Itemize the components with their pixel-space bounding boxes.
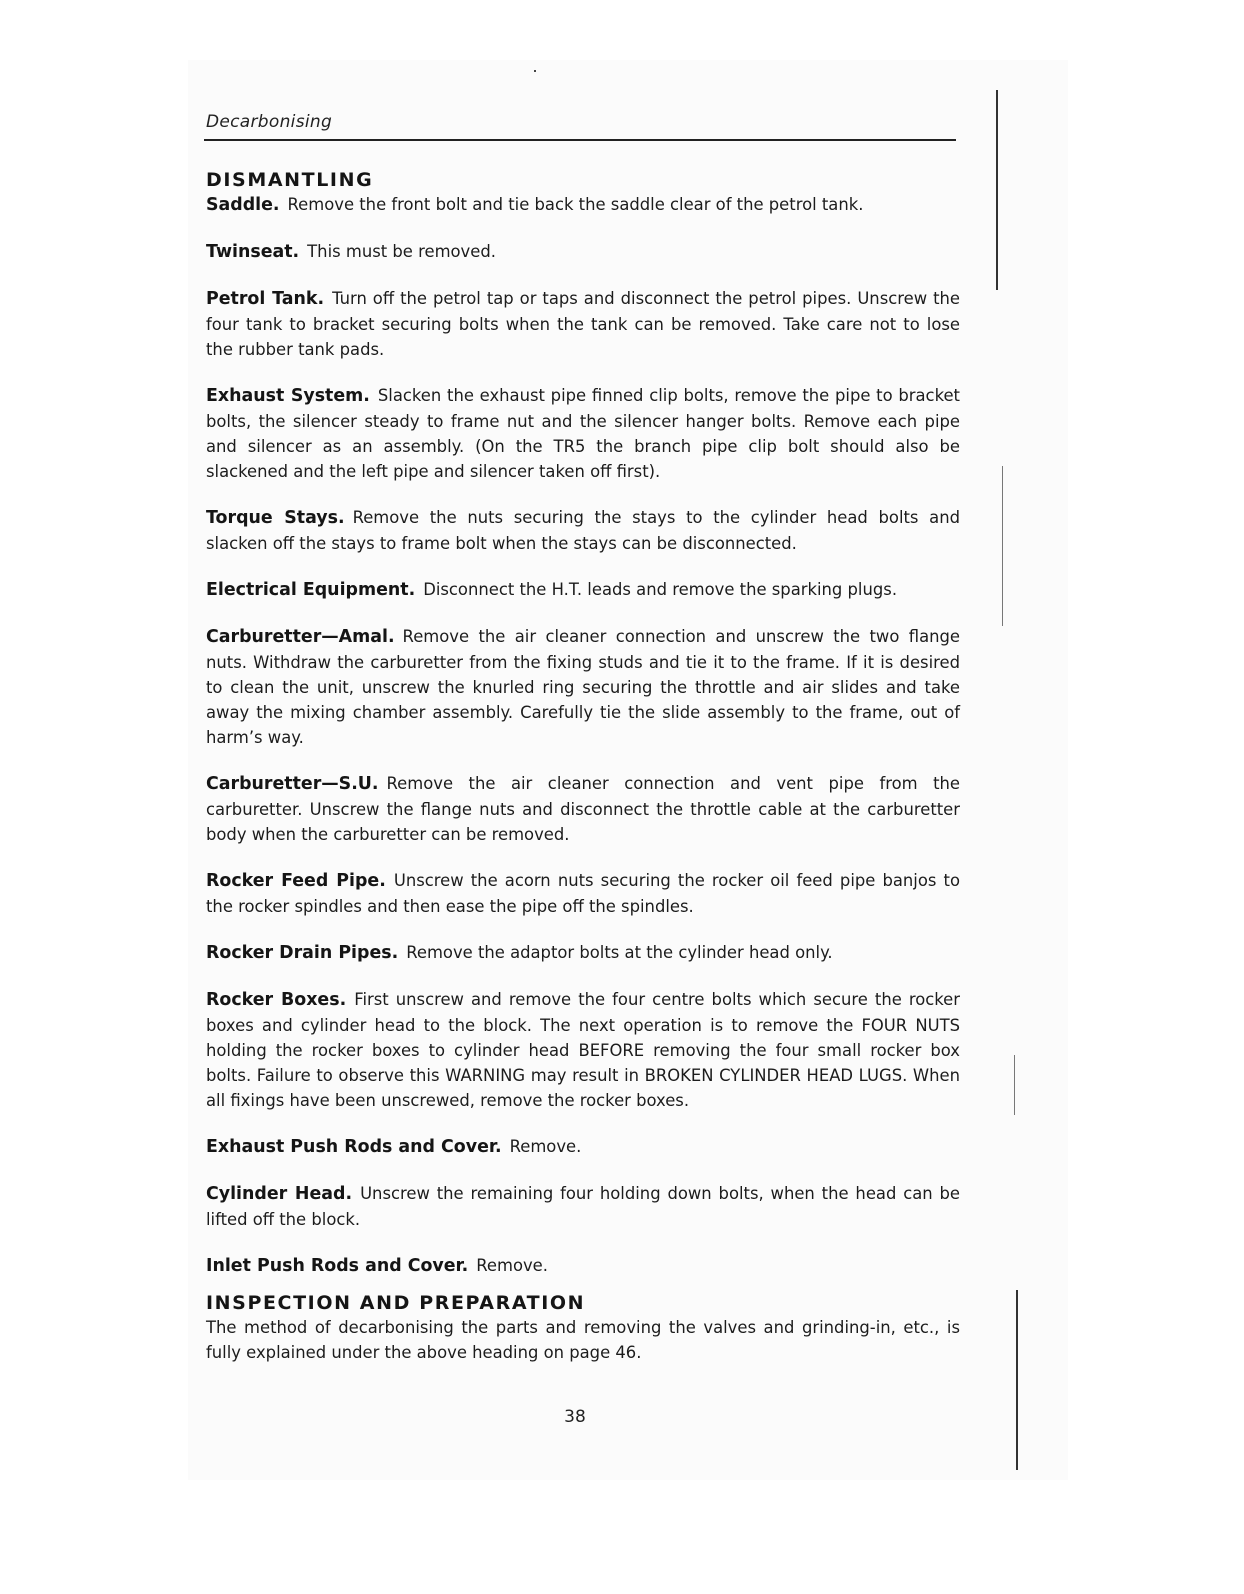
list-item <box>206 1134 960 1160</box>
item-text: Disconnect the H.T. leads and remove the sparking plugs. <box>423 580 898 599</box>
item-term: Electrical Equipment. <box>206 580 416 600</box>
section-heading-inspection: INSPECTION AND PREPARATION <box>206 1292 586 1314</box>
item-term: Torque Stays. <box>206 508 345 528</box>
item-text: Remove. <box>509 1137 582 1156</box>
item-text: Turn off the petrol tap or taps and disconnect the petrol pipes. Unscrew the four tank to bracket securing bolts when the tank can be removed. Take care not to lose the rubber tank pads. <box>206 289 960 359</box>
item-term: Rocker Boxes. <box>206 990 347 1010</box>
scan-speck <box>534 70 536 72</box>
item-text: Remove the air cleaner connection and vent pipe from the carburetter. Unscrew the flange nuts and disconnect the throttle cable at the carburetter body when the carburetter can be removed. <box>206 774 960 844</box>
item-text: Remove the adaptor bolts at the cylinder head only. <box>406 943 833 962</box>
list-item <box>206 1253 960 1279</box>
list-item <box>206 383 960 484</box>
item-term: Rocker Feed Pipe. <box>206 871 386 891</box>
item-term: Cylinder Head. <box>206 1184 353 1204</box>
item-text: Unscrew the remaining four holding down bolts, when the head can be lifted off the block. <box>206 1184 960 1229</box>
item-term: Rocker Drain Pipes. <box>206 943 399 963</box>
margin-change-bar <box>1014 1055 1015 1115</box>
list-item <box>206 192 960 218</box>
page-content <box>206 168 960 1386</box>
list-item <box>206 987 960 1113</box>
item-term: Carburetter—S.U. <box>206 774 379 794</box>
list-item <box>206 771 960 847</box>
item-text: Remove the air cleaner connection and unscrew the two flange nuts. Withdraw the carburetter from the fixing studs and tie it to the frame. If it is desired to clean the unit, unscrew the knurled ring securing the throttle and air slides and take away the mixing chamber assembly. Carefully tie the slide assembly to the frame, out of harm’s way. <box>206 627 960 747</box>
item-text: This must be removed. <box>307 242 496 261</box>
item-text: Remove the nuts securing the stays to the cylinder head bolts and slacken off the stays to frame bolt when the stays can be disconnected. <box>206 508 960 553</box>
list-item <box>206 239 960 265</box>
margin-change-bar <box>1002 466 1003 626</box>
item-term: Carburetter—Amal. <box>206 627 395 647</box>
margin-change-bar <box>996 90 998 290</box>
margin-change-bar <box>1016 1290 1018 1470</box>
inspection-text: The method of decarbonising the parts and removing the valves and grinding-in, etc., is fully explained under the above heading on page 46. <box>206 1318 960 1362</box>
item-term: Petrol Tank. <box>206 289 325 309</box>
item-term: Exhaust System. <box>206 386 370 406</box>
item-term: Twinseat. <box>206 242 300 262</box>
list-item <box>206 505 960 556</box>
running-head: Decarbonising <box>206 112 333 132</box>
list-item <box>206 577 960 603</box>
list-item <box>206 624 960 750</box>
list-item <box>206 940 960 966</box>
item-text: First unscrew and remove the four centre bolts which secure the rocker boxes and cylinder head to the block. The next operation is to remove the FOUR NUTS holding the rocker boxes to cylinder head BEFORE removing the four small rocker box bolts. Failure to observe this WARNING may result in BROKEN CYLINDER HEAD LUGS. When all fixings have been unscrewed, remove the rocker boxes. <box>206 990 961 1110</box>
item-text: Unscrew the acorn nuts securing the rocker oil feed pipe banjos to the rocker spindles and then ease the pipe off the spindles. <box>206 871 961 916</box>
item-text: Remove. <box>476 1256 548 1275</box>
item-term: Exhaust Push Rods and Cover. <box>206 1137 502 1157</box>
list-item <box>206 868 960 919</box>
item-text: Remove the front bolt and tie back the saddle clear of the petrol tank. <box>287 195 864 214</box>
list-item <box>206 1181 960 1232</box>
page-number: 38 <box>564 1407 586 1427</box>
section-heading-dismantling: DISMANTLING <box>206 169 374 191</box>
header-rule <box>204 139 956 141</box>
item-term: Saddle. <box>206 195 280 215</box>
item-term: Inlet Push Rods and Cover. <box>206 1256 469 1276</box>
item-text: Slacken the exhaust pipe finned clip bolts, remove the pipe to bracket bolts, the silencer steady to frame nut and the silencer hanger bolts. Remove each pipe and silencer as an assembly. (On the TR5 the branch pipe clip bolt should also be slackened and the left pipe and silencer taken off first). <box>206 386 960 481</box>
list-item <box>206 286 960 362</box>
